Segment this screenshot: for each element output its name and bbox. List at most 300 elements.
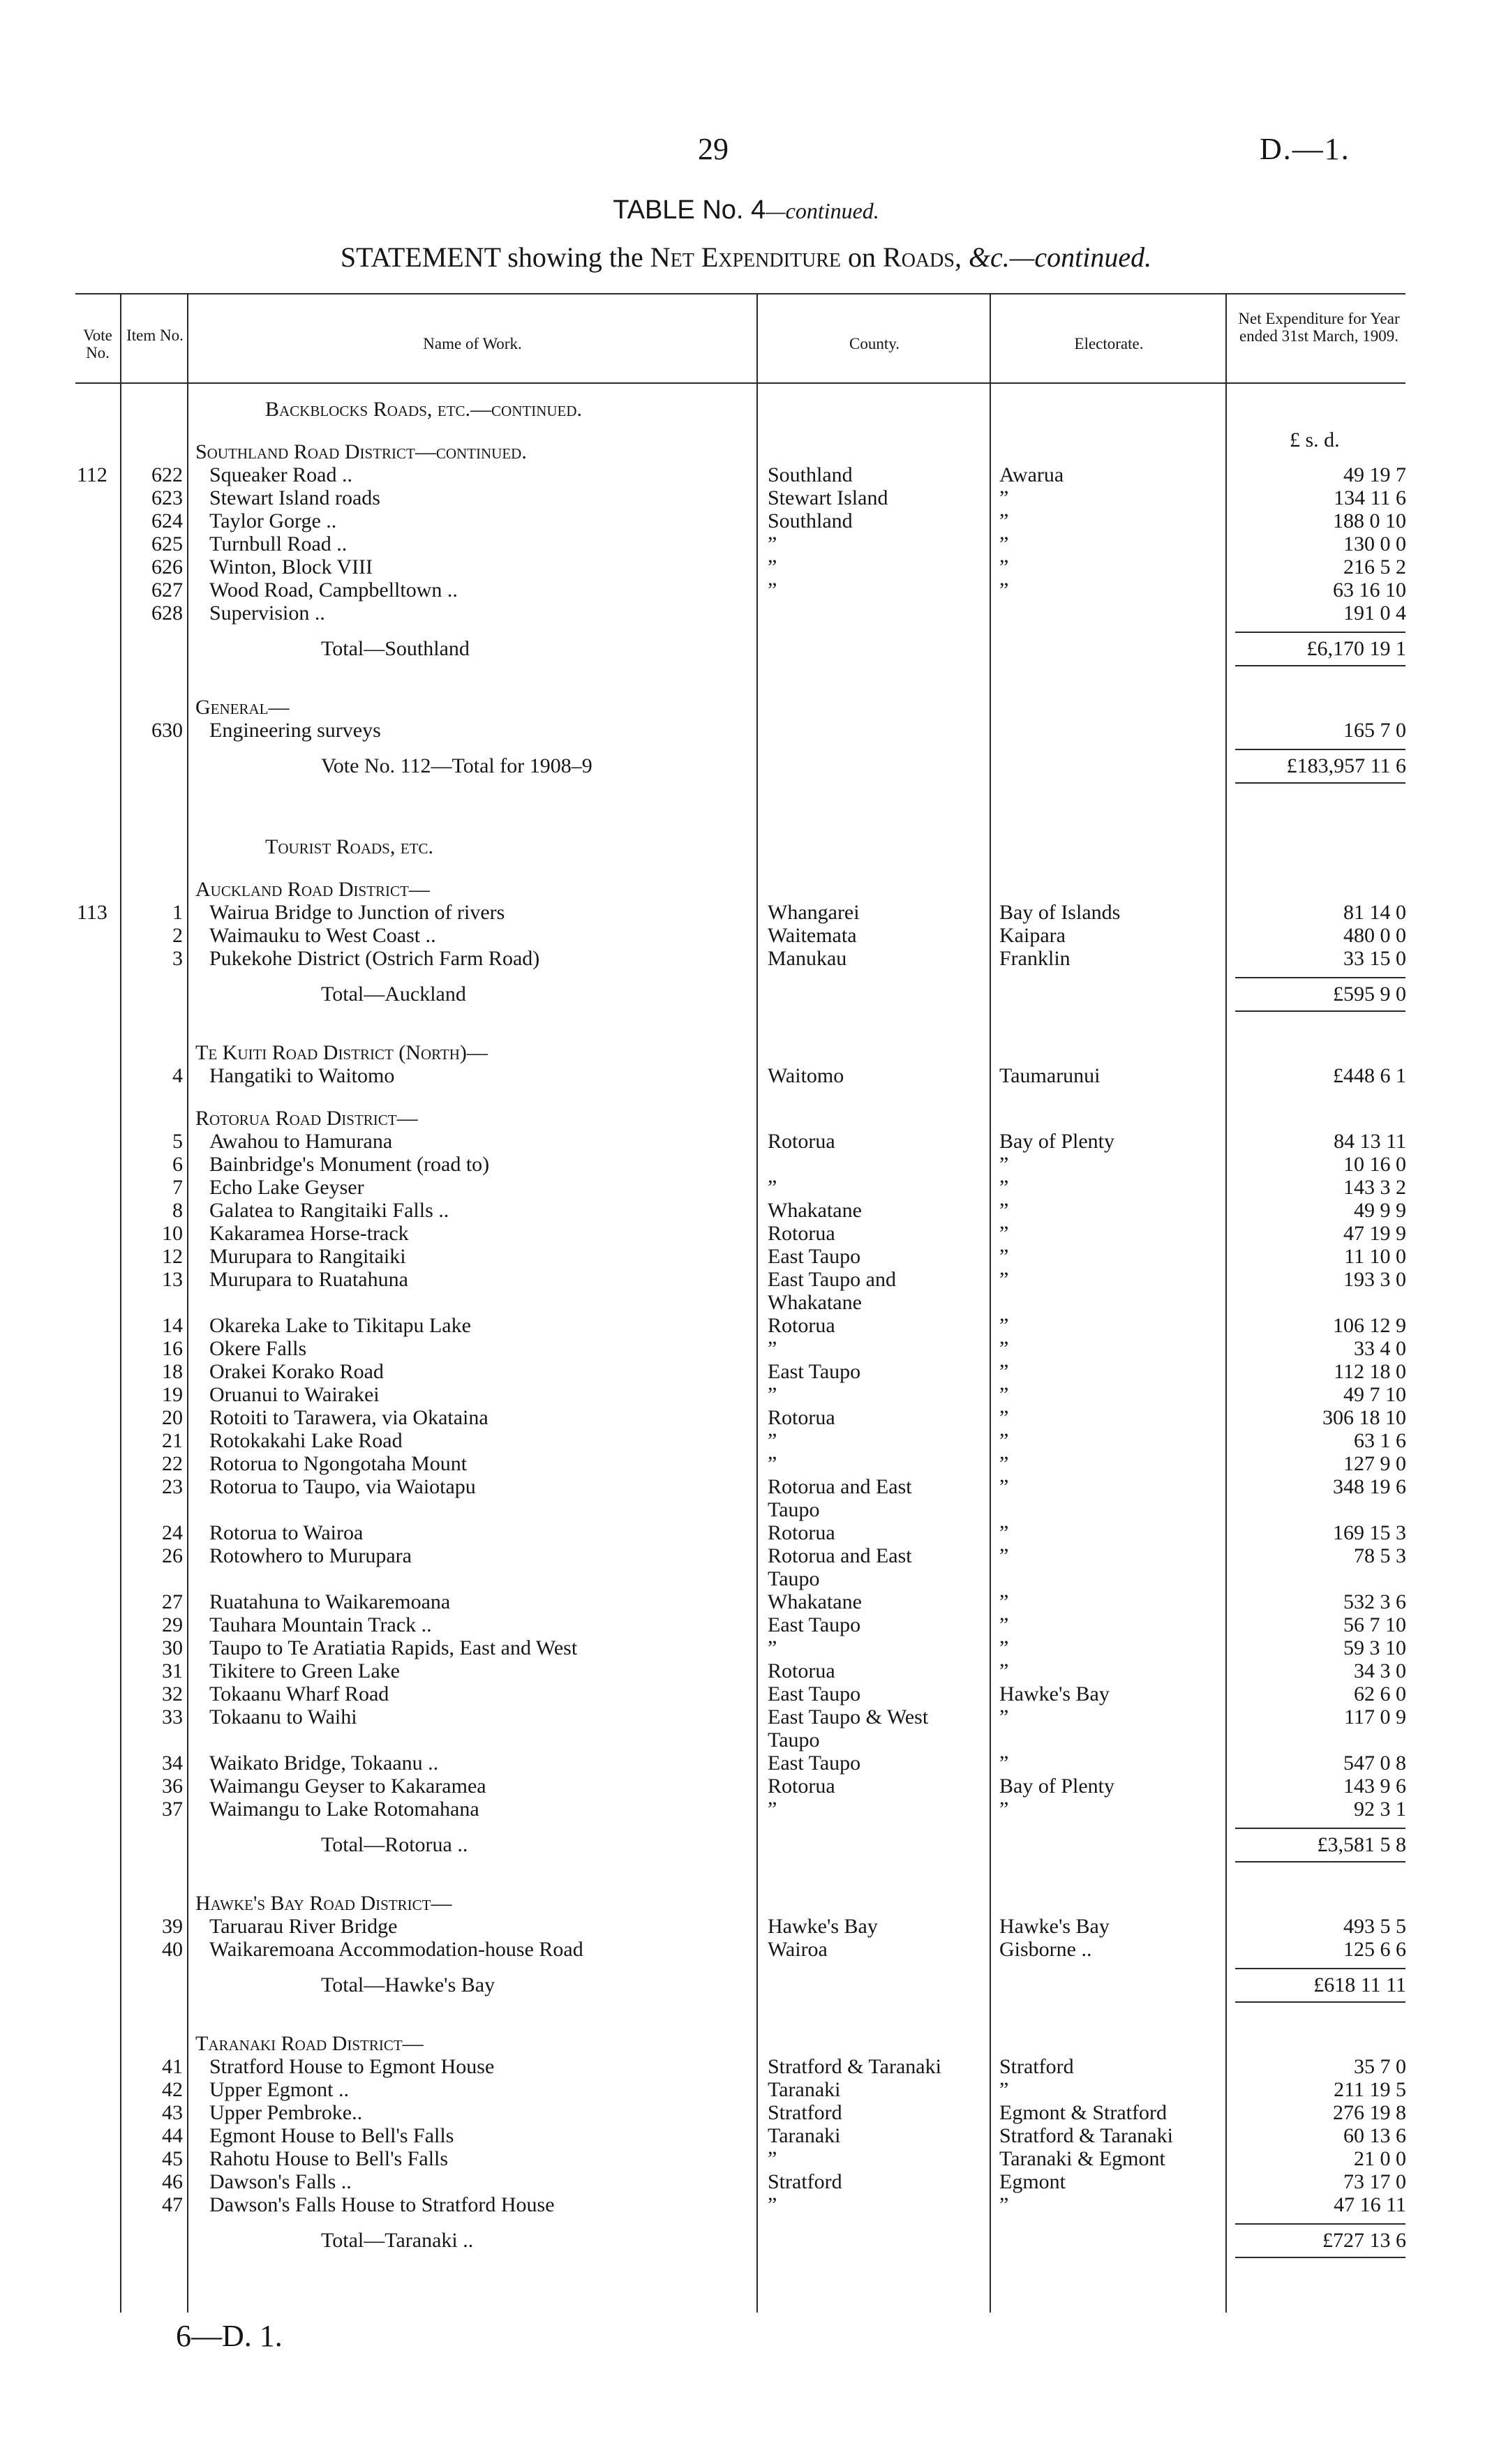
table-row [0, 578, 1492, 602]
electorate-name: Awarua [999, 463, 1064, 486]
electorate-name: ” [999, 1521, 1009, 1544]
item-number: 625 [151, 532, 183, 555]
county-name: Southland [768, 463, 853, 486]
table-row [0, 1705, 1492, 1729]
table-row-bigsec [0, 835, 1492, 859]
district-heading: General— [195, 696, 290, 719]
net-expenditure: 63 1 6 [1354, 1429, 1406, 1452]
electorate-name: Kaipara [999, 924, 1066, 947]
net-expenditure: 81 14 0 [1343, 901, 1406, 924]
county-name: ” [768, 1337, 777, 1360]
header-vote-no: Vote No. [83, 327, 112, 361]
section-heading: Tourist Roads, etc. [265, 835, 434, 858]
currency-units: £ s. d. [1290, 428, 1340, 451]
table-row-total [0, 2229, 1492, 2253]
county-name: Rotorua [768, 1775, 835, 1798]
table-row [0, 1590, 1492, 1614]
statement-caps-2: Roads [883, 241, 955, 273]
table-row [0, 1544, 1492, 1568]
work-name: Murupara to Ruatahuna [209, 1268, 408, 1291]
work-name: Egmont House to Bell's Falls [209, 2124, 454, 2147]
header-electorate: Electorate. [1074, 335, 1144, 352]
work-name: Dawson's Falls .. [209, 2170, 352, 2193]
table-row-bigsec [0, 398, 1492, 421]
county-name: Waitemata [768, 924, 857, 947]
total-amount: £6,170 19 1 [1306, 637, 1406, 660]
county-name: Stratford & Taranaki [768, 2055, 941, 2078]
electorate-name: ” [999, 1153, 1009, 1176]
net-expenditure: 106 12 9 [1333, 1314, 1406, 1337]
county-name: Stewart Island [768, 486, 888, 509]
item-number: 44 [162, 2124, 183, 2147]
total-rule-bottom [1235, 2001, 1405, 2003]
total-rule-top [1235, 1828, 1405, 1829]
item-number: 623 [151, 486, 183, 509]
table-row [0, 1613, 1492, 1637]
net-expenditure: 306 18 10 [1322, 1406, 1406, 1429]
table-row-sec [0, 1892, 1492, 1916]
county-name: Stratford [768, 2170, 842, 2193]
item-number: 10 [162, 1222, 183, 1245]
county-name: Whakatane [768, 1590, 862, 1613]
table-row [0, 1752, 1492, 1775]
electorate-name: Bay of Islands [999, 901, 1121, 924]
county-name: ” [768, 1429, 777, 1452]
table-row-total [0, 1833, 1492, 1857]
county-name: Taupo [768, 1498, 820, 1521]
item-number: 624 [151, 509, 183, 532]
county-name: ” [768, 1383, 777, 1406]
electorate-name: ” [999, 1222, 1009, 1245]
district-heading: Southland Road District—continued. [195, 440, 527, 463]
work-name: Rotorua to Taupo, via Waiotapu [209, 1475, 476, 1498]
net-expenditure: 62 6 0 [1354, 1682, 1406, 1705]
work-name: Stratford House to Egmont House [209, 2055, 495, 2078]
table-row-sec [0, 440, 1492, 464]
county-name: Stratford [768, 2101, 842, 2124]
net-expenditure: 63 16 10 [1333, 578, 1406, 602]
work-name: Hangatiki to Waitomo [209, 1064, 395, 1087]
statement-mid: on [841, 241, 883, 273]
total-rule-bottom [1235, 1861, 1405, 1862]
work-name: Waimauku to West Coast .. [209, 924, 436, 947]
item-number: 626 [151, 555, 183, 578]
statement-suffix: , &c.—continued. [954, 241, 1152, 273]
electorate-name: ” [999, 1245, 1009, 1268]
county-name: Rotorua [768, 1406, 835, 1429]
item-number: 39 [162, 1915, 183, 1938]
item-number: 6 [172, 1153, 183, 1176]
net-expenditure: 216 5 2 [1343, 555, 1406, 578]
electorate-name: ” [999, 1798, 1009, 1821]
county-name: Whakatane [768, 1199, 862, 1222]
item-number: 22 [162, 1452, 183, 1475]
electorate-name: Egmont & Stratford [999, 2101, 1167, 2124]
total-rule-bottom [1235, 782, 1405, 784]
electorate-name: ” [999, 1452, 1009, 1475]
net-expenditure: 92 3 1 [1354, 1798, 1406, 1821]
net-expenditure: 532 3 6 [1343, 1590, 1406, 1613]
item-number: 14 [162, 1314, 183, 1337]
electorate-name: ” [999, 1613, 1009, 1636]
work-name: Waikaremoana Accommodation-house Road [209, 1938, 583, 1961]
total-label: Total—Rotorua .. [321, 1833, 468, 1856]
table-row [0, 2193, 1492, 2217]
net-expenditure: 493 5 5 [1343, 1915, 1406, 1938]
work-name: Turnbull Road .. [209, 532, 348, 555]
net-expenditure: 143 9 6 [1343, 1775, 1406, 1798]
county-name: East Taupo [768, 1682, 861, 1705]
work-name: Dawson's Falls House to Stratford House [209, 2193, 555, 2216]
county-name: Taranaki [768, 2078, 841, 2101]
county-name: ” [768, 555, 777, 578]
item-number: 7 [172, 1176, 183, 1199]
item-number: 3 [172, 947, 183, 970]
electorate-name: ” [999, 2193, 1009, 2216]
table-row [0, 1775, 1492, 1798]
table-row [0, 463, 1492, 487]
table-row [0, 1064, 1492, 1088]
county-name: East Taupo & West [768, 1705, 929, 1728]
district-heading: Rotorua Road District— [195, 1107, 418, 1130]
electorate-name: Bay of Plenty [999, 1775, 1114, 1798]
county-name: Whangarei [768, 901, 860, 924]
table-row [0, 1130, 1492, 1153]
table-row [0, 532, 1492, 556]
total-amount: £183,957 11 6 [1286, 754, 1406, 777]
county-name: ” [768, 1636, 777, 1659]
vote-number: 113 [77, 901, 107, 924]
table-row [0, 1245, 1492, 1269]
table-row-total [0, 754, 1492, 778]
item-number: 23 [162, 1475, 183, 1498]
item-number: 45 [162, 2147, 183, 2170]
electorate-name: Stratford & Taranaki [999, 2124, 1173, 2147]
county-name: Rotorua [768, 1521, 835, 1544]
county-name: Rotorua [768, 1222, 835, 1245]
item-number: 1 [172, 901, 183, 924]
net-expenditure: 211 19 5 [1334, 2078, 1406, 2101]
item-number: 34 [162, 1752, 183, 1775]
net-expenditure: 47 19 9 [1343, 1222, 1406, 1245]
page-number: 29 [698, 132, 729, 166]
table-row [0, 2078, 1492, 2102]
vote-number: 112 [77, 463, 107, 486]
electorate-name: ” [999, 1544, 1009, 1567]
county-name: Rotorua [768, 1314, 835, 1337]
total-rule-top [1235, 2223, 1405, 2225]
county-name: Rotorua and East [768, 1544, 912, 1567]
table-title: TABLE No. 4 [613, 195, 766, 225]
work-name: Wairua Bridge to Junction of rivers [209, 901, 505, 924]
item-number: 18 [162, 1360, 183, 1383]
work-name: Galatea to Rangitaiki Falls .. [209, 1199, 449, 1222]
electorate-name: ” [999, 1636, 1009, 1659]
item-number: 19 [162, 1383, 183, 1406]
item-number: 13 [162, 1268, 183, 1291]
total-rule-top [1235, 1968, 1405, 1969]
county-name: Wairoa [768, 1938, 828, 1961]
net-expenditure: 117 0 9 [1344, 1705, 1406, 1728]
work-name: Bainbridge's Monument (road to) [209, 1153, 490, 1176]
item-number: 4 [172, 1064, 183, 1087]
net-expenditure: 49 19 7 [1343, 463, 1406, 486]
total-amount: £618 11 11 [1313, 1973, 1406, 1996]
county-name: East Taupo [768, 1360, 861, 1383]
net-expenditure: 49 9 9 [1354, 1199, 1406, 1222]
total-label: Total—Auckland [321, 983, 466, 1006]
item-number: 12 [162, 1245, 183, 1268]
table-row [0, 924, 1492, 948]
table-row [0, 1636, 1492, 1660]
item-number: 628 [151, 602, 183, 625]
work-name: Engineering surveys [209, 719, 381, 742]
table-row-sec [0, 1041, 1492, 1065]
district-heading: Te Kuiti Road District (North)— [195, 1041, 488, 1064]
header-name-of-work: Name of Work. [423, 335, 522, 352]
net-expenditure: 191 0 4 [1343, 602, 1406, 625]
electorate-name: ” [999, 1360, 1009, 1383]
total-label: Total—Hawke's Bay [321, 1973, 495, 1996]
electorate-name: ” [999, 509, 1009, 532]
net-expenditure: 56 7 10 [1343, 1613, 1406, 1636]
net-expenditure: 130 0 0 [1343, 532, 1406, 555]
net-expenditure: 127 9 0 [1343, 1452, 1406, 1475]
table-row [0, 2147, 1492, 2171]
county-name: Taupo [768, 1567, 820, 1590]
table-row [0, 509, 1492, 533]
county-name: Hawke's Bay [768, 1915, 878, 1938]
item-number: 2 [172, 924, 183, 947]
table-row [0, 1659, 1492, 1683]
work-name: Rotokakahi Lake Road [209, 1429, 403, 1452]
section-heading: Backblocks Roads, etc.—continued. [265, 398, 583, 421]
item-number: 29 [162, 1613, 183, 1636]
work-name: Ruatahuna to Waikaremoana [209, 1590, 451, 1613]
net-expenditure: 480 0 0 [1343, 924, 1406, 947]
net-expenditure: 34 3 0 [1354, 1659, 1406, 1682]
total-rule-top [1235, 749, 1405, 750]
electorate-name: Egmont [999, 2170, 1066, 2193]
net-expenditure: 125 6 6 [1343, 1938, 1406, 1961]
electorate-name: ” [999, 1314, 1009, 1337]
net-expenditure: 276 19 8 [1333, 2101, 1406, 2124]
net-expenditure: 348 19 6 [1333, 1475, 1406, 1498]
item-number: 46 [162, 2170, 183, 2193]
table-row-continuation [0, 1567, 1492, 1591]
total-rule-bottom [1235, 2257, 1405, 2258]
county-name: Rotorua [768, 1130, 835, 1153]
document-code: D.—1. [1260, 132, 1350, 166]
electorate-name: ” [999, 578, 1009, 602]
table-row-continuation [0, 1498, 1492, 1522]
table-row [0, 1406, 1492, 1430]
item-number: 40 [162, 1938, 183, 1961]
item-number: 20 [162, 1406, 183, 1429]
work-name: Stewart Island roads [209, 486, 380, 509]
electorate-name: ” [999, 1406, 1009, 1429]
item-number: 630 [151, 719, 183, 742]
electorate-name: ” [999, 1383, 1009, 1406]
work-name: Taylor Gorge .. [209, 509, 337, 532]
work-name: Waimangu Geyser to Kakaramea [209, 1775, 486, 1798]
electorate-name: Bay of Plenty [999, 1130, 1114, 1153]
table-row-sec [0, 878, 1492, 902]
table-row [0, 2101, 1492, 2125]
table-row [0, 1475, 1492, 1499]
electorate-name: ” [999, 2078, 1009, 2101]
district-heading: Auckland Road District— [195, 878, 430, 901]
header-net-expenditure: Net Expenditure for Year ended 31st March, 1909. [1238, 310, 1400, 345]
work-name: Squeaker Road .. [209, 463, 352, 486]
table-row [0, 486, 1492, 510]
net-expenditure: 35 7 0 [1354, 2055, 1406, 2078]
total-amount: £727 13 6 [1322, 2229, 1406, 2252]
table-row [0, 1360, 1492, 1384]
district-heading: Taranaki Road District— [195, 2032, 424, 2055]
county-name: East Taupo [768, 1245, 861, 1268]
table-row [0, 1153, 1492, 1177]
net-expenditure: 47 16 11 [1334, 2193, 1406, 2216]
work-name: Pukekohe District (Ostrich Farm Road) [209, 947, 540, 970]
electorate-name: ” [999, 486, 1009, 509]
electorate-name: ” [999, 532, 1009, 555]
work-name: Rahotu House to Bell's Falls [209, 2147, 449, 2170]
electorate-name: ” [999, 1659, 1009, 1682]
net-expenditure: 49 7 10 [1343, 1383, 1406, 1406]
total-label: Total—Taranaki .. [321, 2229, 474, 2252]
table-row-sec [0, 1107, 1492, 1130]
total-rule-top [1235, 977, 1405, 978]
electorate-name: ” [999, 1337, 1009, 1360]
table-row-continuation [0, 1728, 1492, 1752]
table-row [0, 2170, 1492, 2194]
table-row [0, 1337, 1492, 1361]
item-number: 47 [162, 2193, 183, 2216]
statement-caps: Net Expenditure [650, 241, 842, 273]
table-row-total [0, 637, 1492, 661]
table-row-sec [0, 2032, 1492, 2056]
table-row [0, 1429, 1492, 1453]
work-name: Okere Falls [209, 1337, 307, 1360]
work-name: Waikato Bridge, Tokaanu .. [209, 1752, 439, 1775]
item-number: 32 [162, 1682, 183, 1705]
table-row [0, 1199, 1492, 1223]
total-rule-bottom [1235, 665, 1405, 666]
work-name: Upper Egmont .. [209, 2078, 349, 2101]
electorate-name: ” [999, 1429, 1009, 1452]
net-expenditure: 78 5 3 [1354, 1544, 1406, 1567]
total-label: Total—Southland [321, 637, 470, 660]
electorate-name: Taumarunui [999, 1064, 1101, 1087]
county-name: Southland [768, 509, 853, 532]
table-row [0, 947, 1492, 971]
work-name: Murupara to Rangitaiki [209, 1245, 406, 1268]
net-expenditure: 169 15 3 [1333, 1521, 1406, 1544]
work-name: Tauhara Mountain Track .. [209, 1613, 432, 1636]
item-number: 37 [162, 1798, 183, 1821]
work-name: Tokaanu Wharf Road [209, 1682, 389, 1705]
electorate-name: ” [999, 1268, 1009, 1291]
item-number: 41 [162, 2055, 183, 2078]
item-number: 43 [162, 2101, 183, 2124]
county-name: Waitomo [768, 1064, 844, 1087]
table-row [0, 1938, 1492, 1962]
electorate-name: ” [999, 1752, 1009, 1775]
net-expenditure: 547 0 8 [1343, 1752, 1406, 1775]
table-row [0, 2055, 1492, 2079]
work-name: Tokaanu to Waihi [209, 1705, 357, 1728]
net-expenditure: 84 13 11 [1334, 1130, 1406, 1153]
table-row [0, 1314, 1492, 1338]
table-row [0, 555, 1492, 579]
net-expenditure: 33 4 0 [1354, 1337, 1406, 1360]
work-name: Rotowhero to Murupara [209, 1544, 412, 1567]
item-number: 36 [162, 1775, 183, 1798]
work-name: Waimangu to Lake Rotomahana [209, 1798, 479, 1821]
table-row [0, 1798, 1492, 1821]
net-expenditure: 73 17 0 [1343, 2170, 1406, 2193]
electorate-name: ” [999, 1705, 1009, 1728]
net-expenditure: £448 6 1 [1333, 1064, 1406, 1087]
work-name: Upper Pembroke.. [209, 2101, 363, 2124]
net-expenditure: 193 3 0 [1343, 1268, 1406, 1291]
work-name: Kakaramea Horse-track [209, 1222, 409, 1245]
electorate-name: ” [999, 555, 1009, 578]
electorate-name: Hawke's Bay [999, 1915, 1110, 1938]
work-name: Awahou to Hamurana [209, 1130, 393, 1153]
work-name: Rotoiti to Tarawera, via Okataina [209, 1406, 488, 1429]
work-name: Okareka Lake to Tikitapu Lake [209, 1314, 471, 1337]
electorate-name: Hawke's Bay [999, 1682, 1110, 1705]
work-name: Winton, Block VIII [209, 555, 373, 578]
county-name: Rotorua and East [768, 1475, 912, 1498]
table-row [0, 602, 1492, 625]
item-number: 622 [151, 463, 183, 486]
item-number: 30 [162, 1636, 183, 1659]
electorate-name: Taranaki & Egmont [999, 2147, 1165, 2170]
county-name: ” [768, 2193, 777, 2216]
total-rule-bottom [1235, 1010, 1405, 1012]
total-rule-top [1235, 632, 1405, 633]
work-name: Oruanui to Wairakei [209, 1383, 380, 1406]
item-number: 33 [162, 1705, 183, 1728]
electorate-name: Franklin [999, 947, 1070, 970]
work-name: Tikitere to Green Lake [209, 1659, 400, 1682]
statement-prefix: STATEMENT showing the [340, 241, 650, 273]
table-row-total [0, 1973, 1492, 1997]
county-name: Taupo [768, 1728, 820, 1752]
total-label: Vote No. 112—Total for 1908–9 [321, 754, 592, 777]
item-number: 627 [151, 578, 183, 602]
electorate-name: ” [999, 1590, 1009, 1613]
work-name: Echo Lake Geyser [209, 1176, 364, 1199]
page-footer: 6—D. 1. [176, 2319, 283, 2353]
table-row [0, 1268, 1492, 1292]
header-county: County. [849, 335, 900, 352]
item-number: 26 [162, 1544, 183, 1567]
electorate-name: ” [999, 1176, 1009, 1199]
net-expenditure: 60 13 6 [1343, 2124, 1406, 2147]
table-row [0, 719, 1492, 742]
item-number: 42 [162, 2078, 183, 2101]
item-number: 8 [172, 1199, 183, 1222]
table-row [0, 1383, 1492, 1407]
net-expenditure: 165 7 0 [1343, 719, 1406, 742]
county-name: Whakatane [768, 1291, 862, 1314]
net-expenditure: 10 16 0 [1343, 1153, 1406, 1176]
net-expenditure: 188 0 10 [1333, 509, 1406, 532]
